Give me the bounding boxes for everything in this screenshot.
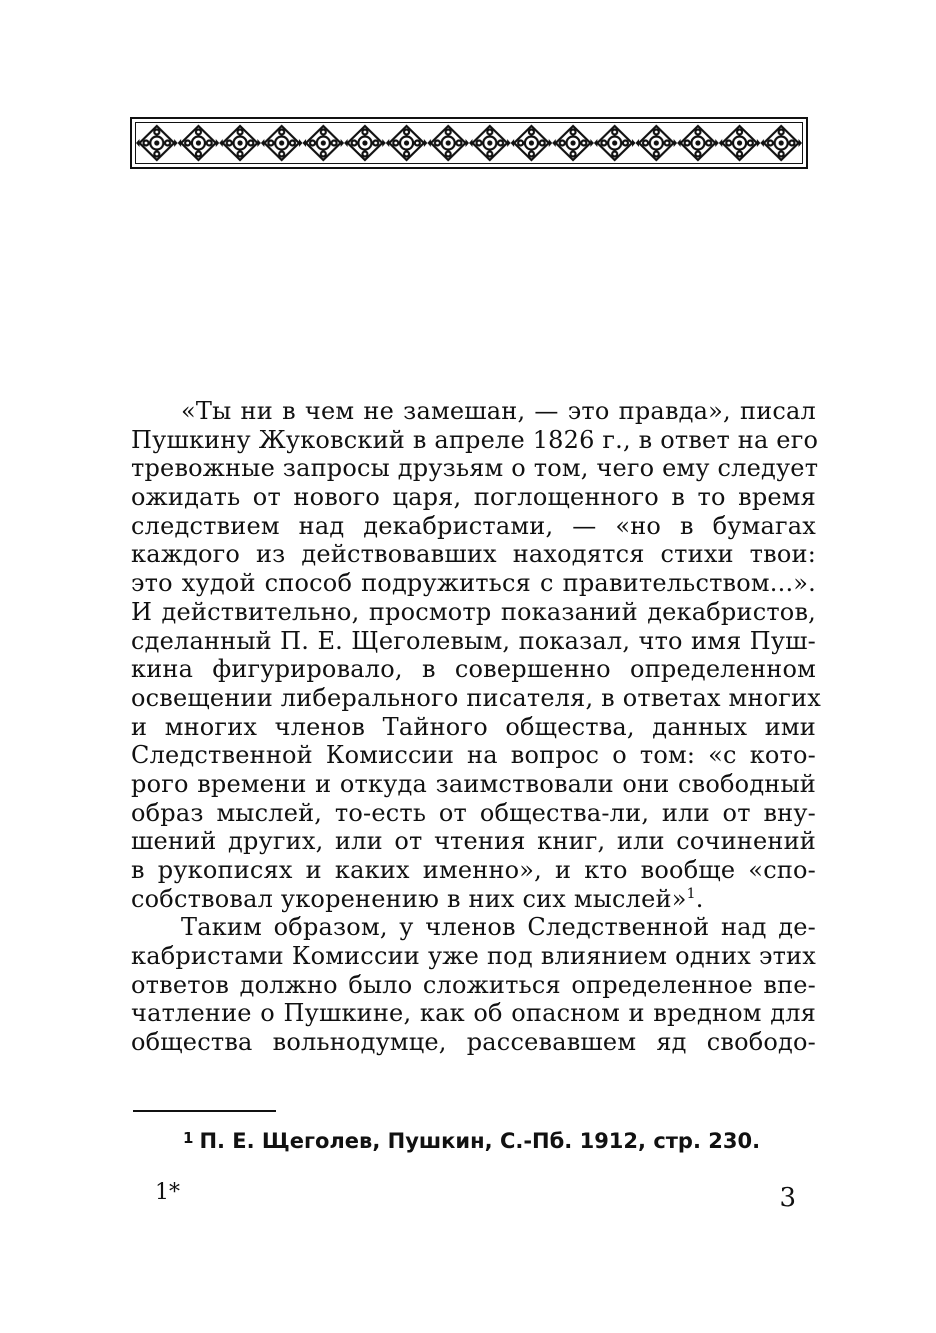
ornamental-header-band — [130, 117, 808, 169]
body-text — [131, 397, 821, 1057]
page-number: 3 — [779, 1183, 796, 1213]
text-line: кабристами Комиссии уже под влиянием одних этих — [131, 942, 816, 971]
text-line: рого времени и откуда заимствовали они свободный — [131, 769, 816, 798]
text-line: чатление о Пушкине, как об опасном и вредном для — [131, 999, 816, 1028]
text-line: кина фигурировало, в совершенно определенном — [131, 655, 816, 684]
text-line: шений других, или от чтения книг, или сочинений — [131, 827, 816, 856]
text-line: следствием над декабристами, — «но в бумагах — [131, 511, 816, 540]
text-line: тревожные запросы друзьям о том, чего ему следует — [131, 454, 819, 483]
footnote — [183, 1124, 760, 1155]
text-line: И действительно, просмотр показаний декабристов, — [131, 597, 816, 626]
text-line: «Ты ни в чем не замешан, — это правда», писал — [181, 397, 816, 425]
text-line: каждого из действовавших находятся стихи твои: — [131, 540, 816, 569]
text-line-with-footnote-ref — [131, 885, 816, 914]
ornament-pattern — [136, 123, 802, 163]
text-line: освещении либерального писателя, в ответах многих — [131, 683, 821, 712]
footnote-mark: 1 — [183, 1129, 194, 1147]
text-line: образ мыслей, то-есть от общества-ли, или от вну- — [131, 798, 816, 827]
sentence-end: . — [695, 884, 704, 913]
text-line: это худой способ подружиться с правительством...». — [131, 569, 816, 598]
text-line: Следственной Комиссии на вопрос о том: «с кото- — [131, 741, 816, 770]
text-line-content: собствовал укоренению в них сих мыслей» — [131, 884, 687, 913]
footnote-text: П. Е. Щеголев, Пушкин, С.-Пб. 1912, стр. 230. — [199, 1129, 761, 1153]
footnote-divider — [133, 1110, 276, 1112]
text-line: ожидать от нового царя, поглощенного в то время — [131, 483, 816, 512]
text-line: и многих членов Тайного общества, данных ими — [131, 712, 816, 741]
text-line: в рукописях и каких именно», и кто вообще «спо- — [131, 856, 816, 884]
signature-mark: 1* — [155, 1180, 180, 1205]
text-line: Таким образом, у членов Следственной над де- — [181, 913, 816, 942]
footnote-reference: 1 — [686, 885, 696, 902]
text-line: Пушкину Жуковский в апреле 1826 г., в ответ на его — [131, 425, 819, 454]
text-line: сделанный П. Е. Щеголевым, показал, что имя Пуш- — [131, 626, 816, 655]
text-line: ответов должно было сложиться определенное впе- — [131, 970, 816, 999]
text-line: общества вольнодумце, рассевавшем яд свободо- — [131, 1028, 816, 1057]
